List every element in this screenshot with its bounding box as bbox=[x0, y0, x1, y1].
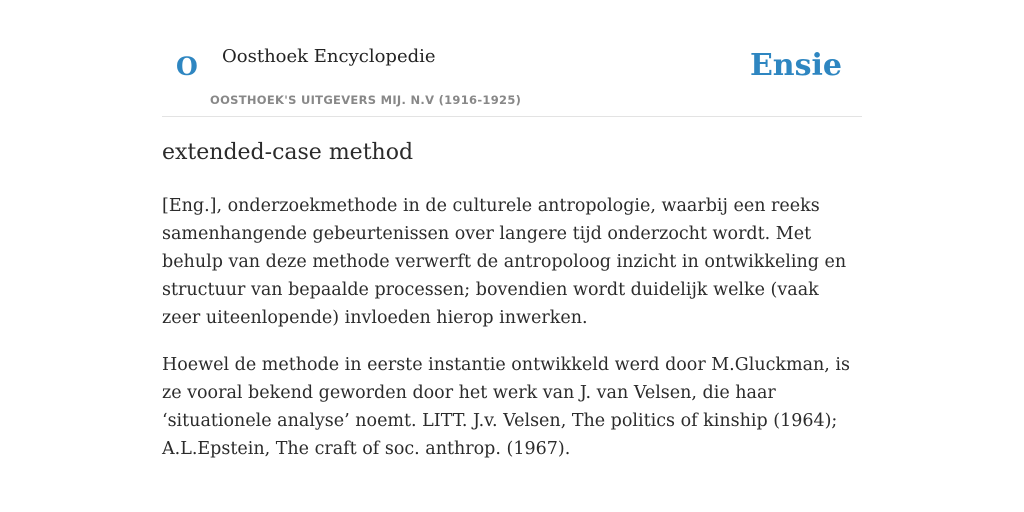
logo-icon[interactable]: O bbox=[176, 52, 198, 81]
page bbox=[162, 0, 862, 459]
brand-logo[interactable]: Ensie bbox=[749, 48, 842, 83]
site-header bbox=[162, 0, 862, 117]
publisher-label: OOSTHOEK'S UITGEVERS MIJ. N.V (1916-1925) bbox=[210, 93, 522, 107]
entry-paragraph-1: [Eng.], onderzoekmethode in de culturele antropologie, waarbij een reeks samenhangende gebeurtenissen over langere tijd onderzocht wordt. Met behulp van deze methode verwerft de antropoloog inzicht in ontwikkeling en structuur van bepaalde processen; bovendien wordt duidelijk welke (vaak zeer uiteenlopende) invloeden hierop inwerken. bbox=[162, 196, 847, 328]
entry-paragraph-2: Hoewel de methode in eerste instantie ontwikkeld werd door M.Gluckman, is ze vooral bekend geworden door het werk van J. van Velsen, die haar ‘situationele analyse’ noemt. LITT. J.v. Velsen, The politics of kinship (1964); A.L.Epstein, The craft of soc. anthrop. (1967). bbox=[162, 355, 851, 459]
entry-title: extended-case method bbox=[162, 140, 414, 165]
site-title[interactable]: Oosthoek Encyclopedie bbox=[222, 46, 436, 67]
